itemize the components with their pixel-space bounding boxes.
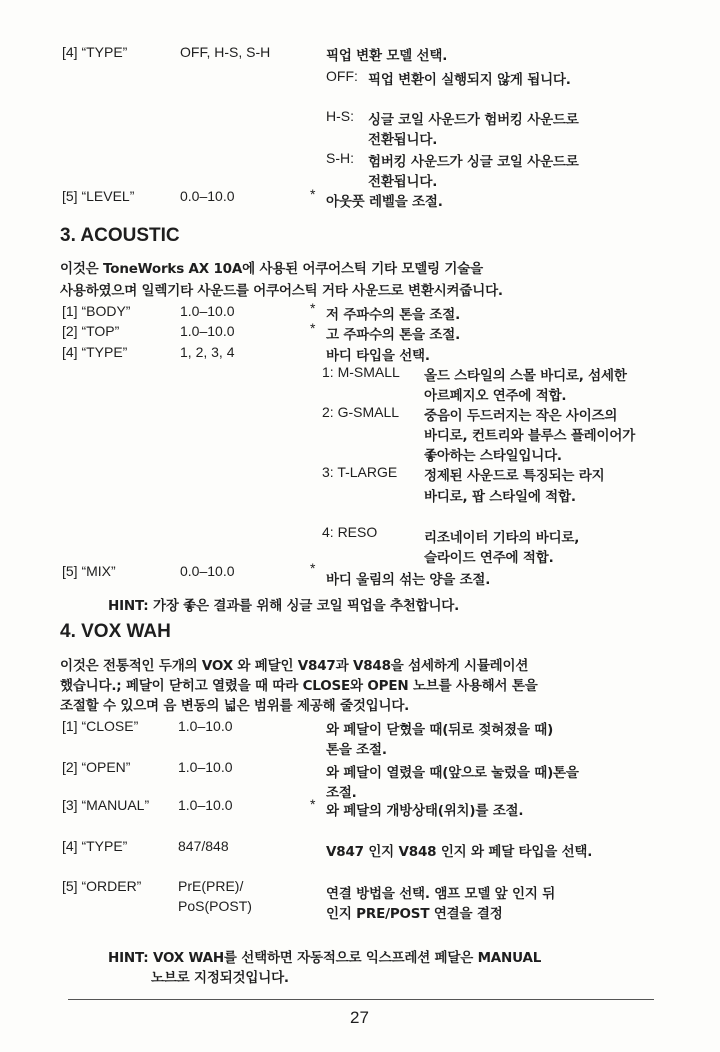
section-heading: 4. VOX WAH	[60, 621, 171, 642]
manual-param-label: [3] “MANUAL”	[62, 797, 150, 813]
close-param-label: [1] “CLOSE”	[62, 718, 139, 734]
body-type-text: 정제된 사운드로 특징되는 라지	[424, 468, 605, 484]
level-param-desc: 아웃풋 레벨을 조절.	[326, 194, 443, 210]
order-param-desc: 연결 방법을 선택. 앰프 모델 앞 인지 뒤	[326, 886, 556, 902]
footer-divider	[68, 999, 654, 1000]
body-param-range: 1.0–10.0	[180, 303, 235, 319]
option-key: OFF:	[326, 68, 358, 84]
acoustic-type-label: [4] “TYPE”	[62, 344, 128, 360]
wah-type-desc: V847 인지 V848 인지 와 페달 타입을 선택.	[326, 844, 593, 860]
section-intro: 조절할 수 있으며 음 변동의 넓은 범위를 제공해 줄것입니다.	[60, 698, 410, 714]
open-param-label: [2] “OPEN”	[62, 759, 131, 775]
manual-param-range: 1.0–10.0	[178, 797, 233, 813]
order-param-label: [5] “ORDER”	[62, 878, 142, 894]
type-param-label: [4] “TYPE”	[62, 44, 128, 60]
page-number: 27	[350, 1008, 369, 1027]
option-text: 싱글 코일 사운드가 험버킹 사운드로	[368, 112, 579, 128]
hint-text: HINT: VOX WAH를 선택하면 자동적으로 익스프레션 페달은 MANUAL	[108, 950, 542, 966]
note-asterisk: *	[310, 300, 316, 316]
section-intro: 사용하였으며 일렉기타 사운드를 어쿠어스틱 거타 사운드로 변환시켜줍니다.	[60, 283, 503, 299]
body-param-desc: 저 주파수의 톤을 조절.	[326, 307, 460, 323]
body-type-text: 아르페지오 연주에 적합.	[424, 388, 567, 404]
mix-param-range: 0.0–10.0	[180, 563, 235, 579]
body-type-key: 2: G-SMALL	[322, 404, 400, 420]
open-param-desc: 조절.	[326, 785, 357, 801]
body-type-text: 올드 스타일의 스몰 바디로, 섬세한	[424, 368, 627, 384]
hint-text: HINT: 가장 좋은 결과를 위해 싱글 코일 픽업을 추천합니다.	[108, 598, 460, 614]
acoustic-type-range: 1, 2, 3, 4	[180, 344, 235, 360]
mix-param-desc: 바디 울림의 섞는 양을 조절.	[326, 572, 491, 588]
open-param-range: 1.0–10.0	[178, 759, 233, 775]
body-param-label: [1] “BODY”	[62, 303, 131, 319]
option-text: 전환됩니다.	[368, 174, 438, 190]
hint-text: 노브로 지정되것입니다.	[151, 970, 289, 986]
note-asterisk: *	[310, 560, 316, 576]
body-type-text: 슬라이드 연주에 적합.	[424, 550, 554, 566]
body-type-text: 좋아하는 스타일입니다.	[424, 448, 562, 464]
note-asterisk: *	[310, 320, 316, 336]
type-param-desc: 픽업 변환 모델 선택.	[326, 48, 448, 64]
body-type-text: 바디로, 컨트리와 블루스 플레이어가	[424, 428, 636, 444]
option-key: H-S:	[326, 108, 354, 124]
option-key: S-H:	[326, 150, 354, 166]
option-text: 전환됩니다.	[368, 132, 438, 148]
note-asterisk: *	[310, 186, 316, 202]
option-text: 픽업 변환이 실행되지 않게 됩니다.	[368, 72, 571, 88]
body-type-text: 중음이 두드러지는 작은 사이즈의	[424, 408, 618, 424]
section-intro: 이것은 전통적인 두개의 VOX 와 페달인 V847과 V848을 섬세하게 시뮬레이션	[60, 658, 529, 674]
acoustic-type-desc: 바디 타입을 선택.	[326, 348, 430, 364]
body-type-key: 4: RESO	[322, 524, 378, 540]
order-param-range: PoS(POST)	[178, 898, 252, 914]
order-param-desc: 인지 PRE/POST 연결을 결정	[326, 906, 503, 922]
body-type-text: 리조네이터 기타의 바디로,	[424, 530, 580, 546]
close-param-desc: 와 페달이 닫혔을 때(뒤로 젖혀졌을 때)	[326, 722, 554, 738]
top-param-label: [2] “TOP”	[62, 323, 120, 339]
note-asterisk: *	[310, 796, 316, 812]
section-intro: 이것은 ToneWorks AX 10A에 사용된 어쿠어스틱 기타 모델링 기술을	[60, 261, 483, 277]
option-text: 험버킹 사운드가 싱글 코일 사운드로	[368, 154, 579, 170]
wah-type-label: [4] “TYPE”	[62, 838, 128, 854]
close-param-range: 1.0–10.0	[178, 718, 233, 734]
level-param-label: [5] “LEVEL”	[62, 188, 135, 204]
top-param-desc: 고 주파수의 톤을 조절.	[326, 327, 460, 343]
open-param-desc: 와 페달이 열렸을 때(앞으로 눌렀을 때)톤을	[326, 765, 579, 781]
section-intro: 했습니다.; 페달이 닫히고 열렸을 때 따라 CLOSE와 OPEN 노브를 사용해서 톤을	[60, 678, 538, 694]
close-param-desc: 톤을 조절.	[326, 742, 387, 758]
mix-param-label: [5] “MIX”	[62, 563, 116, 579]
top-param-range: 1.0–10.0	[180, 323, 235, 339]
manual-param-desc: 와 페달의 개방상태(위치)를 조절.	[326, 803, 524, 819]
wah-type-range: 847/848	[178, 838, 229, 854]
body-type-key: 3: T-LARGE	[322, 464, 398, 480]
section-heading: 3. ACOUSTIC	[60, 225, 180, 246]
level-param-range: 0.0–10.0	[180, 188, 235, 204]
type-param-range: OFF, H-S, S-H	[180, 44, 271, 60]
body-type-text: 바디로, 팝 스타일에 적합.	[424, 489, 576, 505]
body-type-key: 1: M-SMALL	[322, 364, 400, 380]
order-param-range: PrE(PRE)/	[178, 878, 244, 894]
